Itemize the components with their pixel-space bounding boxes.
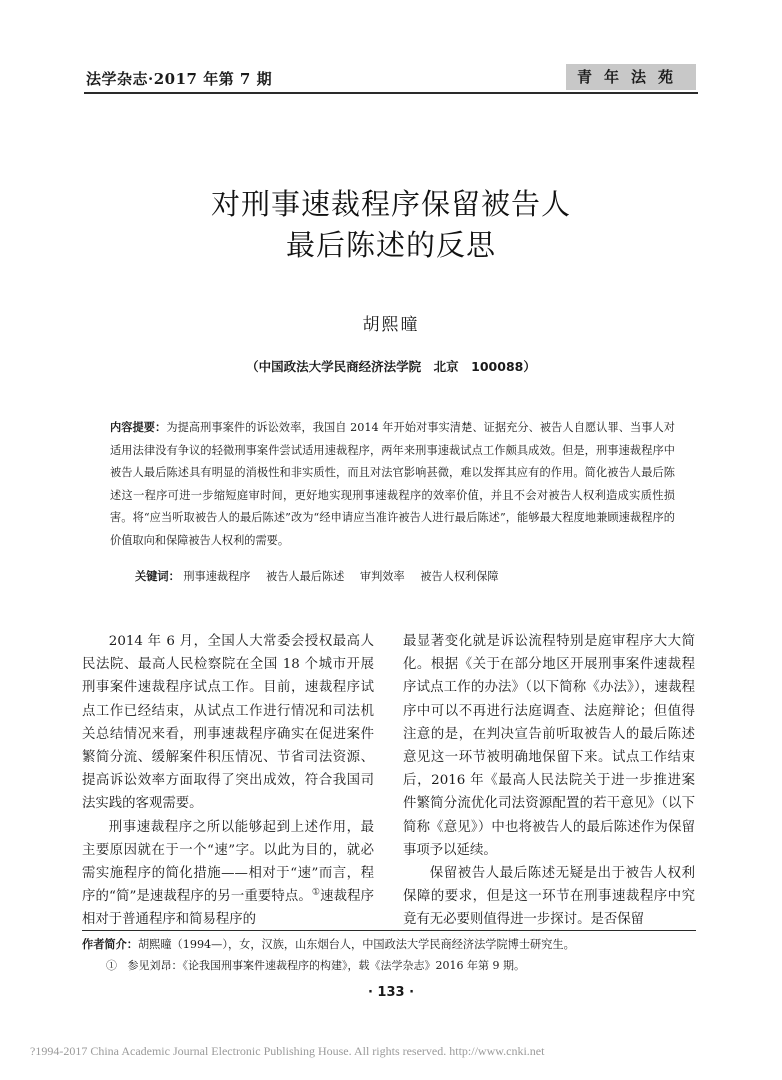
- footnote-text: 参见刘昂：《论我国刑事案件速裁程序的构建》，载《法学杂志》2016 年第 9 期。: [127, 959, 525, 972]
- body-text: 刑事速裁程序之所以能够起到上述作用，最主要原因就在于一个“速”字。以此为目的，就必需实施程序的简化措施——相对于“速”而言，程序的“简”是速裁程序的另一重要特点。: [82, 819, 374, 905]
- author-affiliation: （中国政法大学民商经济法学院 北京 100088）: [246, 359, 536, 374]
- article-title-line-2: 最后陈述的反思: [285, 228, 496, 262]
- page-number: · 133 ·: [367, 985, 415, 1000]
- body-text: 速裁程序相对于普通程序和简易程序的: [82, 889, 374, 928]
- footnote-1: [106, 957, 696, 973]
- author-bio: [82, 936, 696, 952]
- body-paragraph: 最显著变化就是诉讼流程特别是庭审程序大大简化。根据《关于在部分地区开展刑事案件速裁程序试点工作的办法》（以下简称《办法》），速裁程序中可以不再进行法庭调查、法庭辩论；但值得注意的是，在判决宣告前听取被告人的最后陈述意见这一环节被明确地保留下来。试点工作结束后，2016 年《最高人民法院关于进一步推进案件繁简分流优化司法资源配置的若干意见》（以下简称《意见》）中也将被告人的最后陈述作为保留事项予以延续。: [403, 634, 695, 858]
- abstract-label: 内容提要：: [110, 421, 167, 434]
- keyword: 被告人最后陈述: [266, 570, 345, 583]
- footnote-marker: ①: [311, 887, 321, 898]
- footnote-rule: [82, 930, 696, 931]
- keywords: [135, 568, 675, 584]
- abstract-text: 为提高刑事案件的诉讼效率，我国自 2014 年开始对事实清楚、证据充分、被告人自愿认罪、当事人对适用法律没有争议的轻微刑事案件尝试适用速裁程序，两年来刑事速裁试点工作颇具成效。但是，刑事速裁程序中被告人最后陈述具有明显的消极性和非实质性，而且对法官影响甚微，难以发挥其应有的作用。简化被告人最后陈述这一程序可进一步缩短庭审时间，更好地实现刑事速裁程序的效率价值，并且不会对被告人权利造成实质性损害。将“应当听取被告人的最后陈述”改为“经申请应当准许被告人进行最后陈述”，能够最大程度地兼顾速裁程序的价值取向和保障被告人权利的需要。: [110, 421, 675, 547]
- author-bio-text: 胡熙曈（1994—），女，汉族，山东烟台人，中国政法大学民商经济法学院博士研究生。: [137, 938, 575, 951]
- body-column-left: [82, 630, 374, 932]
- header-rule: [84, 92, 698, 94]
- keywords-label: 关键词：: [135, 570, 180, 583]
- keyword: 审判效率: [359, 570, 405, 583]
- keyword: 刑事速裁程序: [183, 570, 251, 583]
- abstract: [110, 417, 675, 552]
- footnote-number: ①: [106, 959, 117, 972]
- section-label: 青年法苑: [566, 64, 696, 90]
- article-title-line-1: 对刑事速裁程序保留被告人: [210, 187, 571, 221]
- keyword: 被告人权利保障: [420, 570, 499, 583]
- body-column-right: [403, 630, 695, 932]
- journal-header: 法学杂志·2017 年第 7 期: [86, 70, 273, 88]
- author-name: 胡熙曈: [362, 315, 420, 335]
- body-paragraph: 2014 年 6 月，全国人大常委会授权最高人民法院、最高人民检察院在全国 18 个城市开展刑事案件速裁程序试点工作。目前，速裁程序试点工作已经结束，从试点工作进行情况和司法机关总结情况来看，刑事速裁程序确实在促进案件繁简分流、缓解案件积压情况、节省司法资源、提高诉讼效率方面取得了突出成效，符合我国司法实践的客观需要。: [82, 634, 374, 812]
- body-paragraph: 保留被告人最后陈述无疑是出于被告人权利保障的要求，但是这一环节在刑事速裁程序中究竟有无必要则值得进一步探讨。是否保留: [403, 866, 695, 928]
- body-paragraph: [82, 816, 374, 932]
- copyright-notice: ?1994-2017 China Academic Journal Electronic Publishing House. All rights reserved. http://www.cnki.net: [30, 1044, 545, 1058]
- author-bio-label: 作者简介：: [82, 938, 138, 951]
